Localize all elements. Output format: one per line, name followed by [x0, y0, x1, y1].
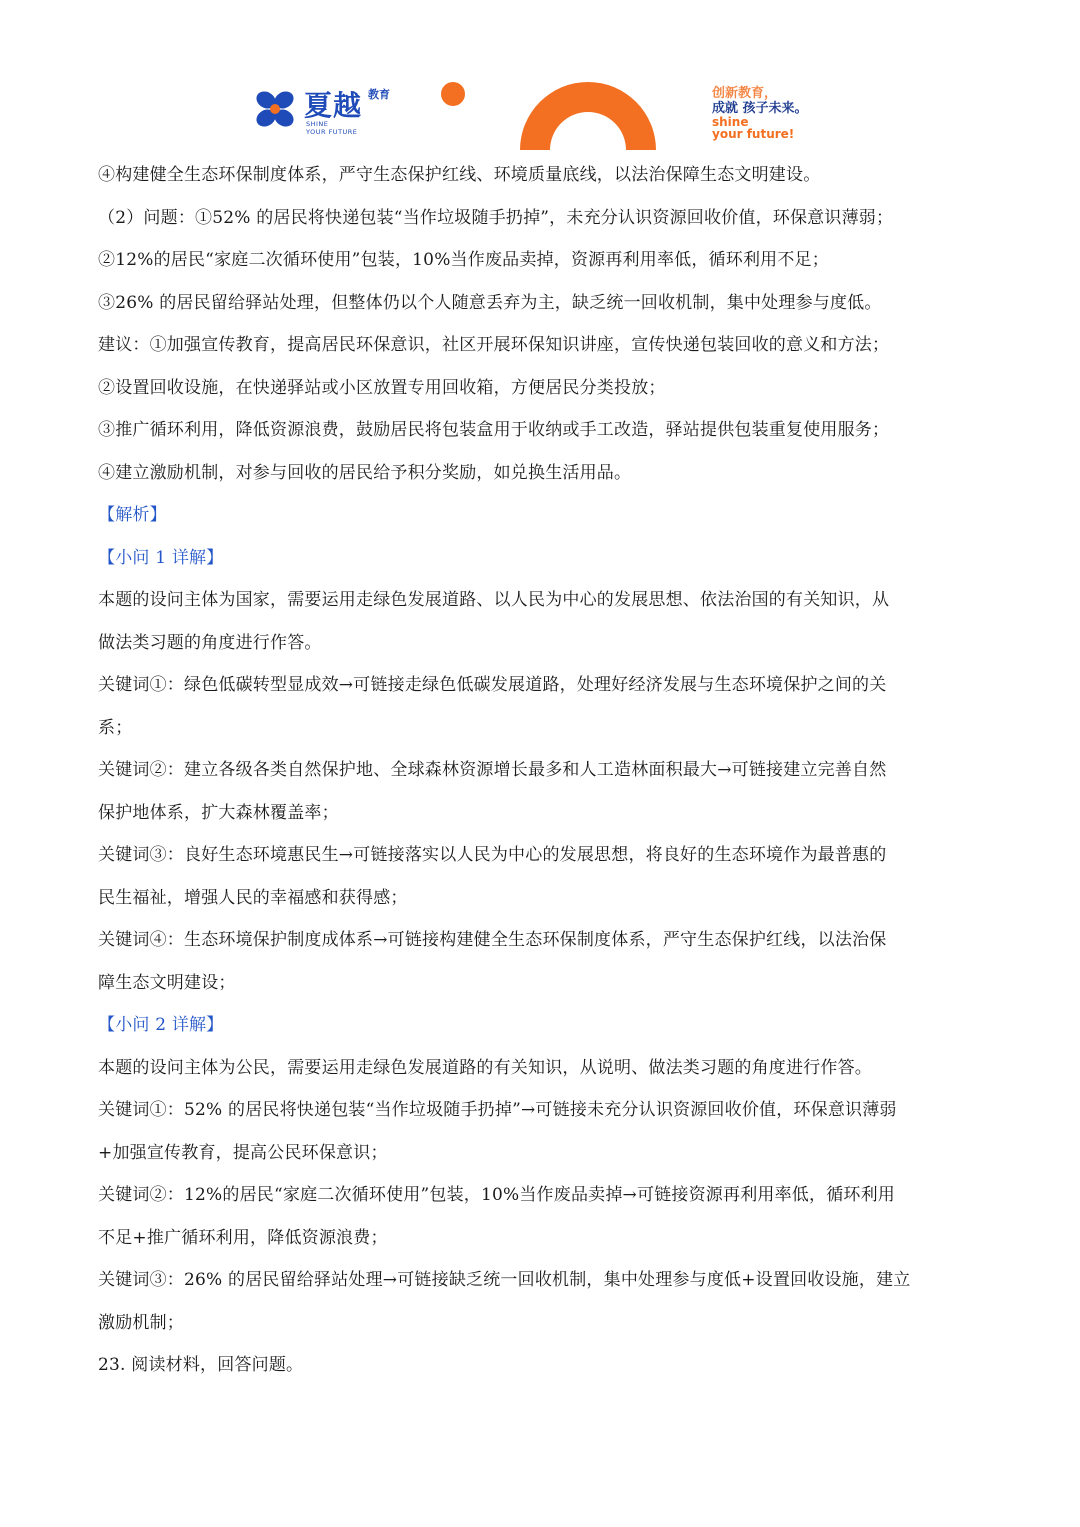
logo-subtitle: [306, 120, 357, 136]
logo-name: 夏越: [304, 89, 363, 122]
text-line: ④建立激励机制，对参与回收的居民给予积分奖励，如兑换生活用品。: [98, 462, 632, 483]
text-line: 关键词③：26% 的居民留给驿站处理→可链接缺乏统一回收机制，集中处理参与度低+设置回收设施，建立: [98, 1270, 911, 1290]
section-heading-analysis: 【解析】: [98, 505, 167, 525]
slogan-line-1: 创新教育，: [712, 86, 778, 101]
brand-logo: [252, 84, 402, 140]
logo-sub-line-2: YOUR FUTURE: [306, 128, 358, 136]
text-line: 本题的设问主体为国家，需要运用走绿色发展道路、以人民为中心的发展思想、依法治国的有关知识，从: [98, 590, 890, 610]
page-header: [0, 0, 1080, 150]
slogan-line-2: 成就 孩子未来。: [712, 101, 808, 116]
text-line: ②12%的居民“家庭二次循环使用”包装，10%当作废品卖掉，资源再利用率低，循环利用不足；: [98, 250, 829, 270]
flower-logo-icon: [252, 88, 300, 132]
text-line: 关键词①：绿色低碳转型显成效→可链接走绿色低碳发展道路，处理好经济发展与生态环境保护之间的关: [98, 675, 887, 695]
logo-edu-label: 教育: [368, 88, 390, 101]
orange-arch-graphic-icon: [430, 80, 670, 150]
text-line: 关键词③：良好生态环境惠民生→可链接落实以人民为中心的发展思想，将良好的生态环境作为最普惠的: [98, 845, 887, 865]
slogan-line-4: your future!: [712, 127, 795, 141]
text-line: 本题的设问主体为公民，需要运用走绿色发展道路的有关知识，从说明、做法类习题的角度进行作答。: [98, 1057, 872, 1078]
text-line: 不足+推广循环利用，降低资源浪费；: [98, 1227, 388, 1248]
section-heading-q2: 【小问 2 详解】: [98, 1015, 224, 1035]
text-line: 民生福祉，增强人民的幸福感和获得感；: [98, 887, 408, 908]
text-line: ④构建健全生态环保制度体系，严守生态保护红线、环境质量底线，以法治保障生态文明建设。: [98, 165, 821, 185]
text-line: +加强宣传教育，提高公民环保意识；: [98, 1142, 388, 1163]
text-line: 关键词①：52% 的居民将快递包装“当作垃圾随手扔掉”→可链接未充分认识资源回收价值，环保意识薄弱: [98, 1100, 897, 1120]
brand-slogan: [712, 86, 852, 140]
text-line: ③26% 的居民留给驿站处理，但整体仍以个人随意丢弃为主，缺乏统一回收机制，集中处理参与度低。: [98, 292, 882, 313]
text-line: 障生态文明建设；: [98, 972, 236, 993]
text-line: 关键词②：建立各级各类自然保护地、全球森林资源增长最多和人工造林面积最大→可链接建立完善自然: [98, 760, 887, 780]
logo-sub-line-1: SHINE: [306, 120, 329, 128]
text-line: 做法类习题的角度进行作答。: [98, 632, 322, 653]
text-line: 关键词②：12%的居民“家庭二次循环使用”包装，10%当作废品卖掉→可链接资源再利用率低，循环利用: [98, 1185, 895, 1205]
text-line: （2）问题：①52% 的居民将快递包装“当作垃圾随手扔掉”，未充分认识资源回收价值，环保意识薄弱；: [98, 207, 894, 228]
text-line: 关键词④：生态环境保护制度成体系→可链接构建健全生态环保制度体系，严守生态保护红线，以法治保: [98, 930, 887, 950]
text-line: ②设置回收设施，在快递驿站或小区放置专用回收箱，方便居民分类投放；: [98, 377, 666, 398]
question-23-title: 23. 阅读材料，回答问题。: [98, 1355, 304, 1375]
text-line: 保护地体系，扩大森林覆盖率；: [98, 802, 339, 823]
section-heading-q1: 【小问 1 详解】: [98, 547, 224, 568]
text-line: 激励机制；: [98, 1312, 184, 1333]
text-line: ③推广循环利用，降低资源浪费，鼓励居民将包装盒用于收纳或手工改造，驿站提供包装重复使用服务；: [98, 420, 890, 440]
document-body: [98, 154, 984, 1387]
slogan-line-3: shine: [712, 115, 749, 129]
text-line: 系；: [98, 717, 133, 738]
text-line: 建议：①加强宣传教育，提高居民环保意识，社区开展环保知识讲座，宣传快递包装回收的意义和方法；: [98, 335, 890, 355]
